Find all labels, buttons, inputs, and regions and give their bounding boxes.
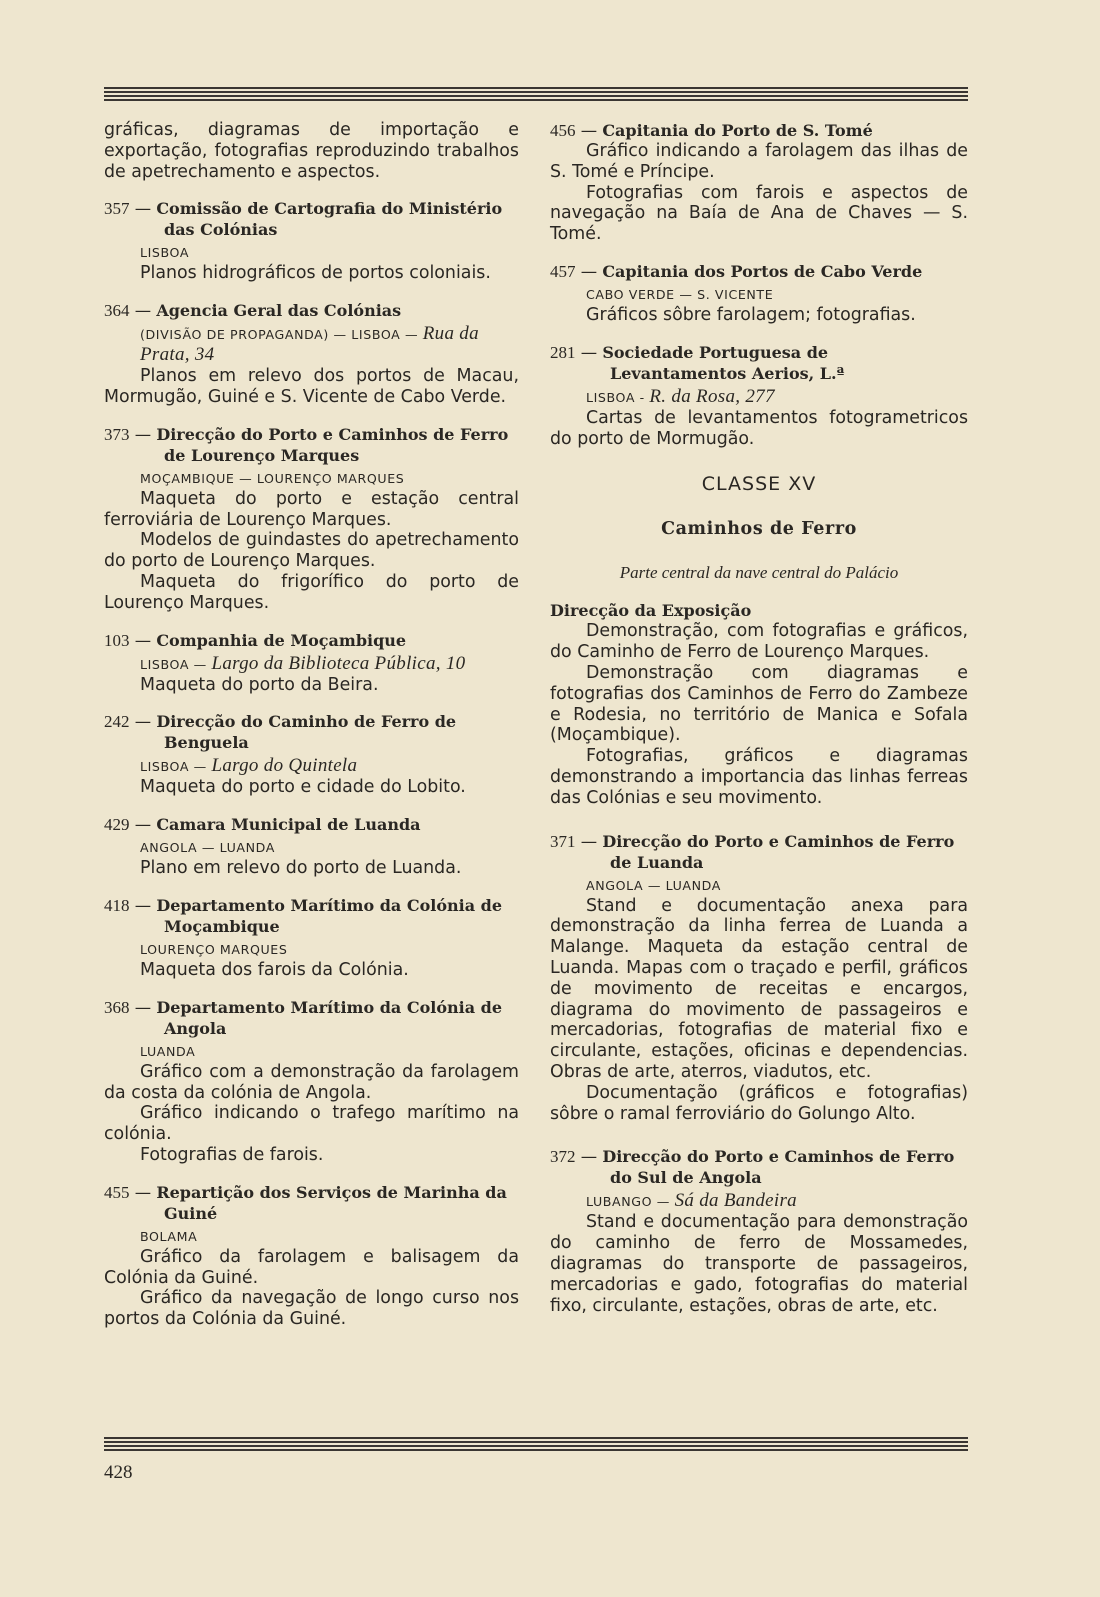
entry-text: Stand e documentação anexa para demonstração da linha ferrea de Luanda a Malange. Maqueta da estação central de Luanda. Mapas com o traçado e perfil, gráficos de movimento de receitas e encargos, diagrama do movimento de passageiros e mercadorias, fotografias de material fixo e circulante, estações, oficinas e dependencias. Obras de arte, aterros, viadutos, etc. <box>550 895 968 1082</box>
top-rule <box>104 87 968 103</box>
entry-429: 429 — Camara Municipal de Luanda ANGOLA — LUANDA Plano em relevo do porto de Luanda. <box>104 814 519 879</box>
entry-368: 368 — Departamento Marítimo da Colónia de Angola LUANDA Gráfico com a demonstração da farolagem da costa da colónia de Angola. Gráfico indicando o trafego marítimo na colónia. Fotografias de farois. <box>104 997 519 1165</box>
entry-org: Direcção do Caminho de Ferro de Benguela <box>156 712 457 753</box>
entry-address: R. da Rosa, 277 <box>649 385 775 407</box>
entry-text: Demonstração com diagramas e fotografias dos Caminhos de Ferro do Zambeze e Rodesia, no território de Manica e Sofala (Moçambique). <box>550 662 968 746</box>
entry-text: Maqueta dos farois da Colónia. <box>140 959 409 980</box>
entry-text: Modelos de guindastes do apetrechamento do porto de Lourenço Marques. <box>104 530 519 572</box>
entry-number: 455 <box>104 1182 130 1202</box>
entry-text: Maqueta do frigorífico do porto de Lourenço Marques. <box>104 571 519 613</box>
entry-address: Largo da Biblioteca Pública, 10 <box>211 652 466 674</box>
entry-org: Agencia Geral das Colónias <box>156 301 402 321</box>
entry-place: LISBOA — <box>140 656 207 672</box>
entry-number: 281 <box>550 342 576 362</box>
entry-number: 456 <box>550 121 576 140</box>
entry-371: 371 — Direcção do Porto e Caminhos de Ferro de Luanda ANGOLA — LUANDA Stand e documentação anexa para demonstração da linha ferrea de Luanda a Malange. Maqueta da estação central de Luanda. Mapas com o traçado e perfil, gráficos de movimento de receitas e encargos, diagrama do movimento de passageiros e mercadorias, fotografias de material fixo e circulante, estações, oficinas e dependencias. Obras de arte, aterros, viadutos, etc. Documentação (gráficos e fotografias) sôbre o ramal ferroviário do Golungo Alto. <box>550 831 968 1124</box>
entry-place: CABO VERDE — S. VICENTE <box>586 286 774 302</box>
entry-place: (DIVISÃO DE PROPAGANDA) — LISBOA — <box>140 327 419 343</box>
entry-text: Gráfico com a demonstração da farolagem da costa da colónia de Angola. <box>104 1061 519 1103</box>
entry-place: MOÇAMBIQUE — LOURENÇO MARQUES <box>140 470 405 486</box>
entry-place: LISBOA <box>140 245 190 261</box>
entry-place: LUANDA <box>140 1043 196 1059</box>
entry-number: 242 <box>104 712 130 732</box>
entry-372: 372 — Direcção do Porto e Caminhos de Ferro do Sul de Angola LUBANGO — Sá da Bandeira Stand e documentação para demonstração do caminho de ferro de Mossamedes, diagramas do transporte de passageiros, mercadorias e gado, fotografias do material fixo, circulante, estações, obras de arte, etc. <box>550 1147 968 1316</box>
entry-number: 372 <box>550 1147 576 1167</box>
bottom-rule <box>104 1437 968 1453</box>
entry-418: 418 — Departamento Marítimo da Colónia de Moçambique LOURENÇO MARQUES Maqueta dos farois da Colónia. <box>104 895 519 981</box>
entry-text: Demonstração, com fotografias e gráficos, do Caminho de Ferro de Lourenço Marques. <box>550 621 968 663</box>
entry-number: 457 <box>550 261 576 281</box>
entry-place: LOURENÇO MARQUES <box>140 941 288 957</box>
entry-org: Capitania dos Portos de Cabo Verde <box>602 261 923 281</box>
entry-text: Gráfico indicando o trafego marítimo na colónia. <box>104 1103 519 1145</box>
entry-org: Repartição dos Serviços de Marinha da Guiné <box>156 1182 507 1223</box>
entry-text: Cartas de levantamentos fotogrametricos do porto de Mormugão. <box>550 407 968 449</box>
entry-357: 357 — Comissão de Cartografia do Ministério das Colónias LISBOA Planos hidrográficos de portos coloniais. <box>104 198 519 284</box>
entry-text: Maqueta do porto da Beira. <box>140 674 379 695</box>
entry-text: Documentação (gráficos e fotografias) sôbre o ramal ferroviário do Golungo Alto. <box>550 1082 968 1124</box>
entry-org: Direcção do Porto e Caminhos de Ferro de Lourenço Marques <box>156 424 509 465</box>
direccao-exposicao <box>550 601 968 808</box>
entry-456: 456 — Capitania do Porto de S. Tomé Gráfico indicando a farolagem das ilhas de S. Tomé e Príncipe. Fotografias com farois e aspectos de navegação na Baía de Ana de Chaves — S. Tomé. <box>550 121 968 245</box>
entry-org: Companhia de Moçambique <box>156 630 407 650</box>
entry-place: ANGOLA — LUANDA <box>140 840 275 856</box>
entry-org: Comissão de Cartografia do Ministério das Colónias <box>156 199 503 240</box>
entry-242: 242 — Direcção do Caminho de Ferro de Benguela LISBOA — Largo do Quintela Maqueta do porto e cidade do Lobito. <box>104 711 519 798</box>
class-title: Caminhos de Ferro <box>661 519 857 540</box>
entry-text: Fotografias de farois. <box>140 1144 324 1165</box>
entry-text: Planos em relevo dos portos de Macau, Mormugão, Guiné e S. Vicente de Cabo Verde. <box>104 366 519 407</box>
entry-org: Departamento Marítimo da Colónia de Angola <box>156 997 503 1038</box>
entry-place: LUBANGO — <box>586 1194 670 1210</box>
right-column <box>550 120 968 1316</box>
entry-text: Planos hidrográficos de portos coloniais. <box>140 263 491 284</box>
entry-number: 429 <box>104 815 130 835</box>
entry-org: Camara Municipal de Luanda <box>156 815 421 835</box>
entry-364: 364 — Agencia Geral das Colónias (DIVISÃO DE PROPAGANDA) — LISBOA — Rua da Prata, 34 Planos em relevo dos portos de Macau, Mormugão, Guiné e S. Vicente de Cabo Verde. <box>104 301 519 407</box>
entry-address: Largo do Quintela <box>211 755 358 777</box>
left-column <box>104 120 519 1330</box>
entry-text: Gráfico da farolagem e balisagem da Colónia da Guiné. <box>104 1246 519 1288</box>
entry-org: Departamento Marítimo da Colónia de Moçambique <box>156 895 503 936</box>
class-location: Parte central da nave central do Palácio <box>619 563 899 583</box>
class-heading: CLASSE XV <box>701 473 817 496</box>
entry-org: Capitania do Porto de S. Tomé <box>602 121 873 140</box>
entry-number: 103 <box>104 630 130 650</box>
entry-281: 281 — Sociedade Portuguesa de Levantamentos Aerios, L.ª LISBOA - R. da Rosa, 277 Cartas de levantamentos fotogrametricos do porto de Mormugão. <box>550 342 968 449</box>
entry-text: Gráfico da navegação de longo curso nos portos da Colónia da Guiné. <box>104 1288 519 1330</box>
entry-text: Fotografias, gráficos e diagramas demonstrando a importancia das linhas ferreas das Colónias e seu movimento. <box>550 746 968 808</box>
entry-text: Maqueta do porto e cidade do Lobito. <box>140 777 466 798</box>
entry-place: BOLAMA <box>140 1228 198 1244</box>
entry-address: Sá da Bandeira <box>674 1190 797 1212</box>
entry-text: Gráficos sôbre farolagem; fotografias. <box>586 304 916 325</box>
continuation-paragraph: gráficas, diagramas de importação e exportação, fotografias reproduzindo trabalhos de apetrechamento e aspectos. <box>104 120 519 182</box>
entry-455: 455 — Repartição dos Serviços de Marinha da Guiné BOLAMA Gráfico da farolagem e balisagem da Colónia da Guiné. Gráfico da navegação de longo curso nos portos da Colónia da Guiné. <box>104 1182 519 1330</box>
section-heading: Direcção da Exposição <box>550 601 752 621</box>
entry-number: 364 <box>104 301 130 321</box>
entry-address: Rua da Prata, 34 <box>140 323 479 366</box>
entry-text: Fotografias com farois e aspectos de navegação na Baía de Ana de Chaves — S. Tomé. <box>550 182 968 245</box>
entry-org: Direcção do Porto e Caminhos de Ferro do Sul de Angola <box>602 1147 955 1188</box>
entry-number: 357 <box>104 199 130 219</box>
entry-number: 373 <box>104 424 130 444</box>
entry-org: Sociedade Portuguesa de Levantamentos Aerios, L.ª <box>602 342 845 383</box>
entry-text: Maqueta do porto e estação central ferroviária de Lourenço Marques. <box>104 488 519 530</box>
entry-373: 373 — Direcção do Porto e Caminhos de Ferro de Lourenço Marques MOÇAMBIQUE — LOURENÇO MARQUES Maqueta do porto e estação central ferroviária de Lourenço Marques. Modelos de guindastes do apetrechamento do porto de Lourenço Marques. Maqueta do frigorífico do porto de Lourenço Marques. <box>104 424 519 613</box>
entry-457: 457 — Capitania dos Portos de Cabo Verde CABO VERDE — S. VICENTE Gráficos sôbre farolagem; fotografias. <box>550 261 968 326</box>
entry-number: 371 <box>550 831 576 851</box>
entry-text: Stand e documentação para demonstração do caminho de ferro de Mossamedes, diagramas do transporte de passageiros, mercadorias e gado, fotografias do material fixo, circulante, estações, obras de arte, etc. <box>550 1212 968 1316</box>
entry-place: LISBOA - <box>586 389 645 405</box>
entry-text: Plano em relevo do porto de Luanda. <box>140 858 462 879</box>
page-number: 428 <box>104 1462 133 1483</box>
entry-103: 103 — Companhia de Moçambique LISBOA — Largo da Biblioteca Pública, 10 Maqueta do porto da Beira. <box>104 630 519 696</box>
entry-org: Direcção do Porto e Caminhos de Ferro de Luanda <box>602 831 955 872</box>
entry-place: LISBOA — <box>140 759 207 775</box>
entry-number: 368 <box>104 997 130 1017</box>
entry-place: ANGOLA — LUANDA <box>586 877 721 893</box>
entry-number: 418 <box>104 895 130 915</box>
entry-text: Gráfico indicando a farolagem das ilhas de S. Tomé e Príncipe. <box>550 141 968 182</box>
